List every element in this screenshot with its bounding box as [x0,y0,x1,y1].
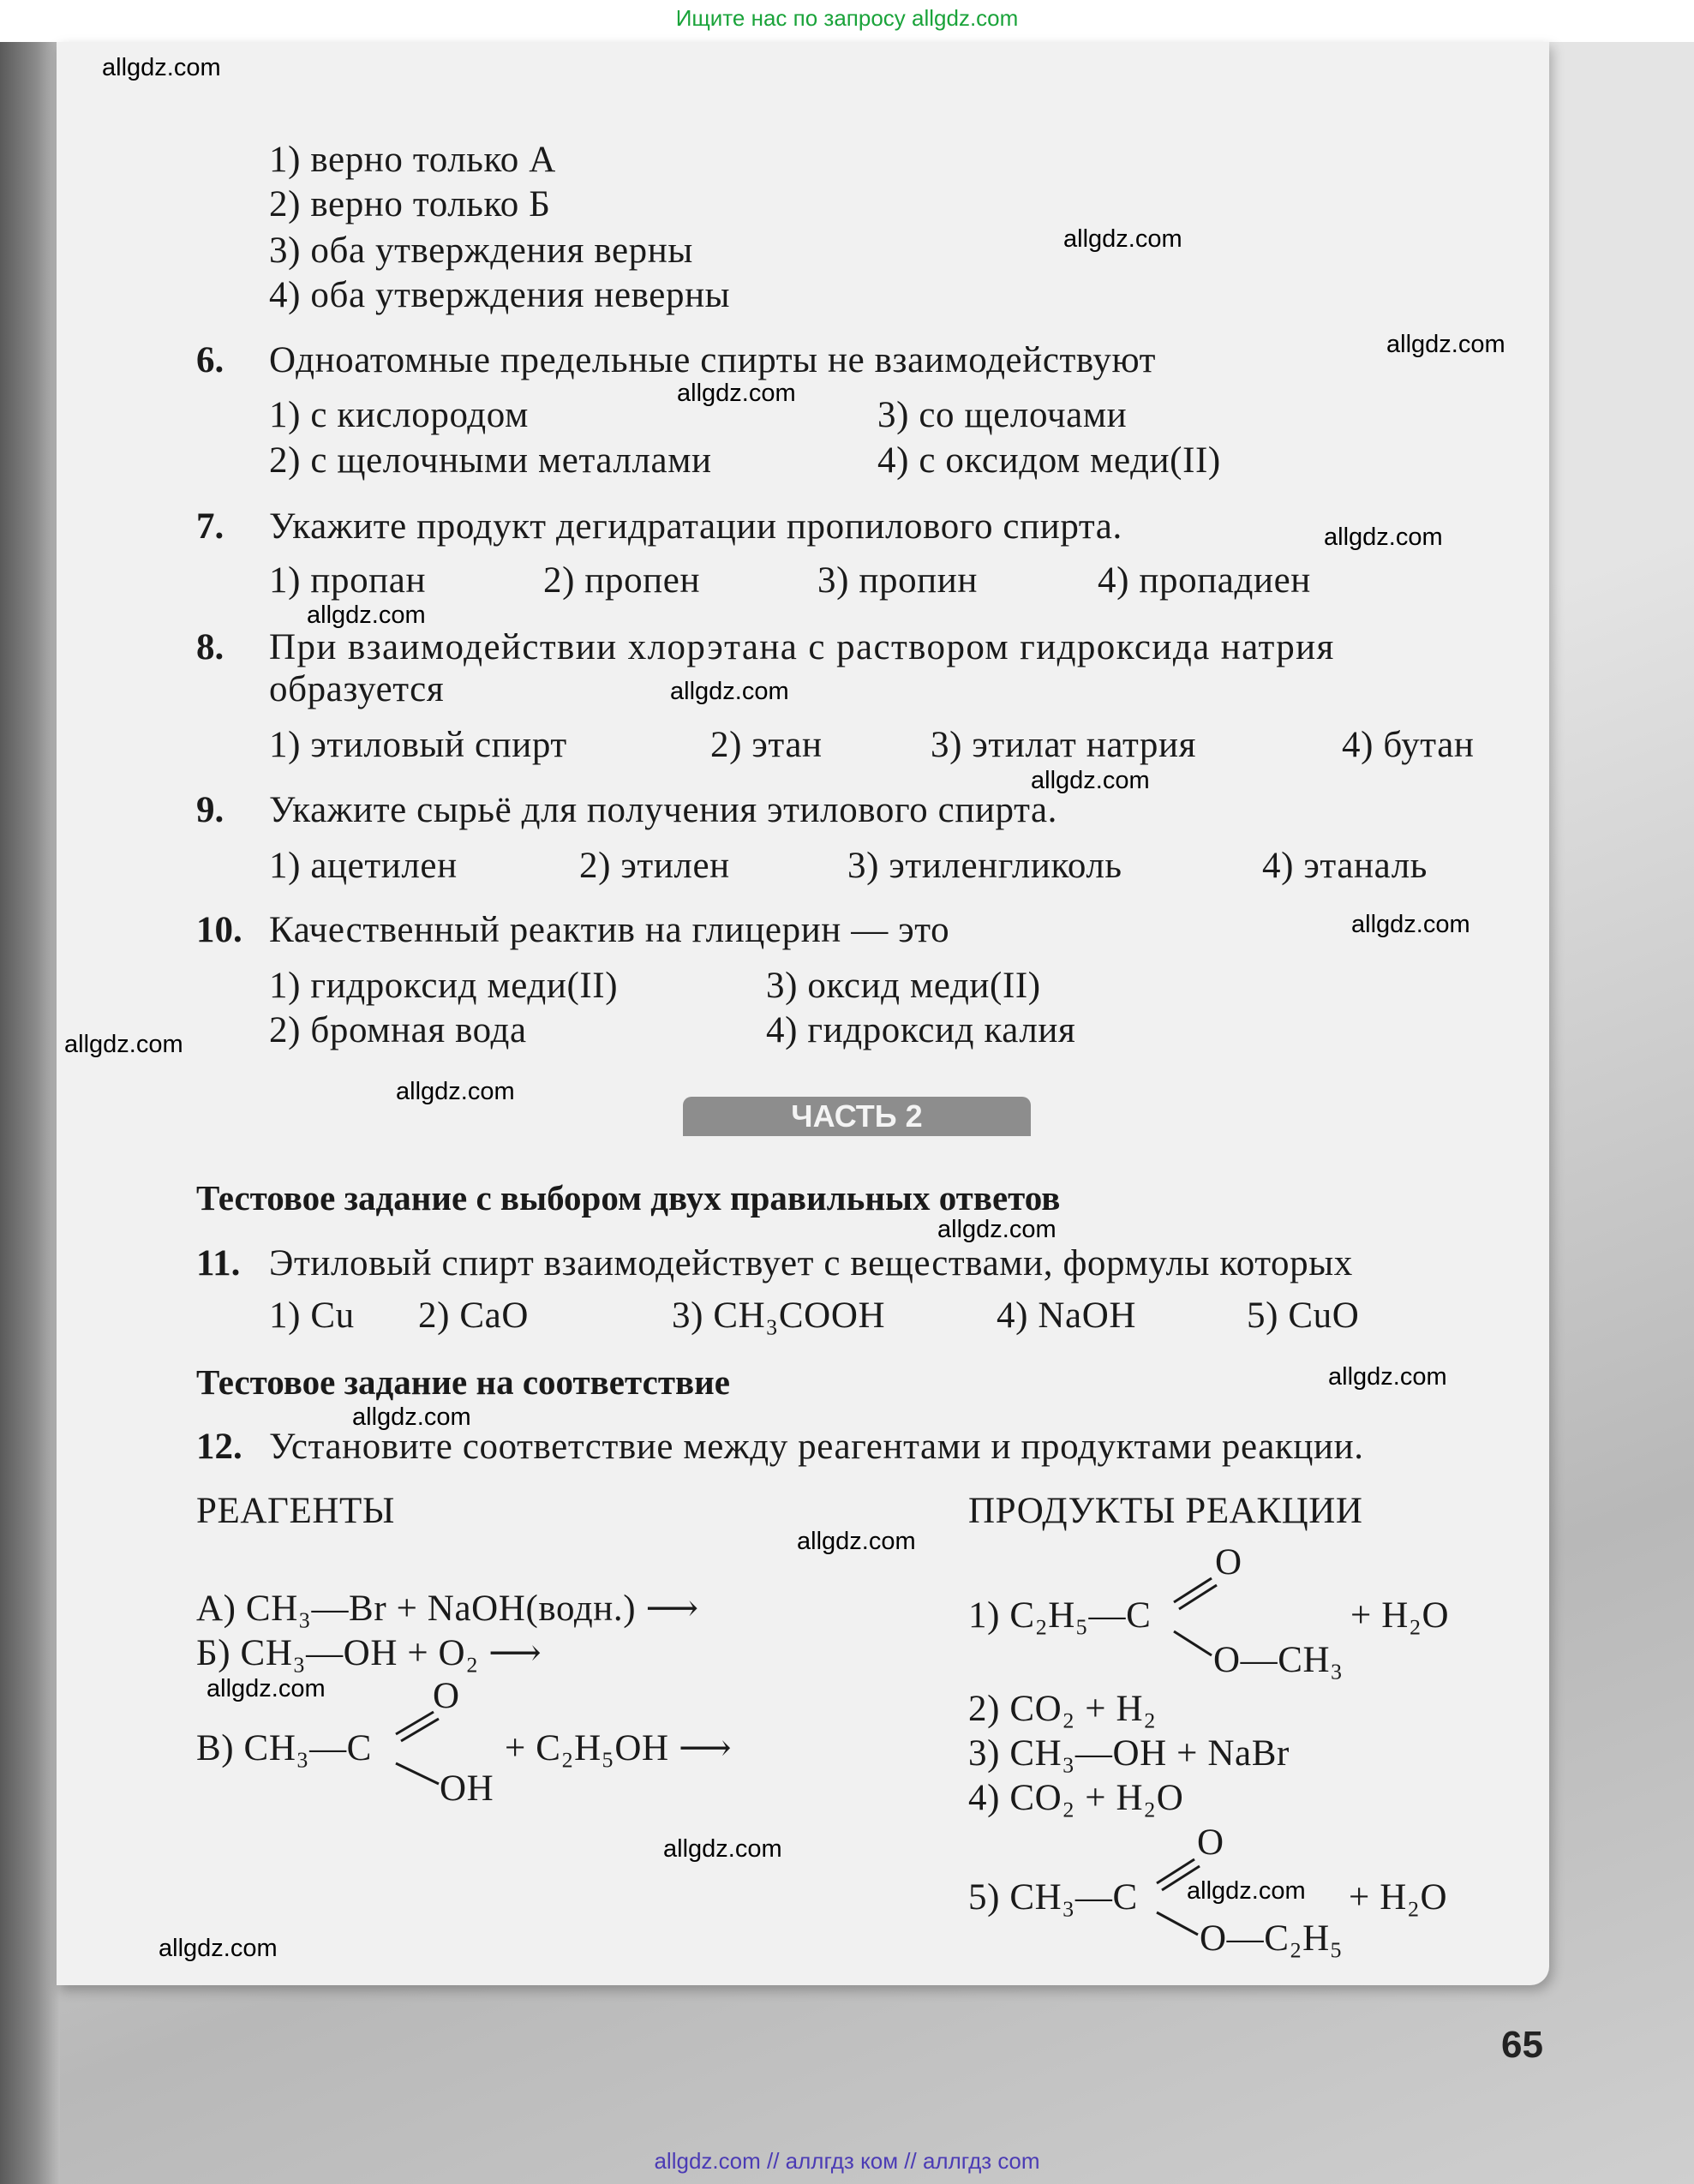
q5-option-2: 2) верно только Б [269,184,551,224]
watermark: allgdz.com [102,54,221,81]
product-1-single-bond [1174,1631,1212,1655]
reagent-a: А) CH₃—Br + NaOH(водн.) ⟶ [196,1589,699,1629]
q9-option-2: 2) этилен [579,846,730,886]
q9-number: 9. [196,790,224,830]
banner-text[interactable]: Ищите нас по запросу allgdz.com [675,5,1019,31]
q6-option-1: 1) с кислородом [269,395,529,435]
q6-text: Одноатомные предельные спирты не взаимодействуют [269,340,1157,380]
q10-option-2: 2) бромная вода [269,1010,527,1050]
q6-option-3: 3) со щелочами [877,395,1128,435]
q7-text: Укажите продукт дегидратации пропилового спирта. [269,506,1122,547]
product-3: 3) CH₃—OH + NaBr [968,1733,1290,1774]
q11-option-5: 5) CuO [1247,1295,1360,1336]
q10-text: Качественный реактив на глицерин — это [269,910,950,950]
watermark: allgdz.com [64,1031,183,1058]
watermark: allgdz.com [663,1835,782,1863]
q12-text: Установите соответствие между реагентами и продуктами реакции. [269,1427,1364,1467]
products-header: ПРОДУКТЫ РЕАКЦИИ [968,1491,1363,1531]
watermark: allgdz.com [307,601,426,629]
q8-number: 8. [196,627,224,667]
watermark: allgdz.com [1386,331,1505,358]
product-5-ester: O—C₂H₅ [1200,1918,1344,1959]
product-1-right: + H₂O [1350,1595,1450,1636]
reagent-c-right: + C₂H₅OH ⟶ [505,1728,733,1768]
q6-option-4: 4) с оксидом меди(II) [877,440,1221,481]
q7-number: 7. [196,506,224,547]
product-4: 4) CO₂ + H₂O [968,1778,1184,1818]
watermark: allgdz.com [1187,1877,1306,1905]
q9-option-3: 3) этиленгликоль [847,846,1122,886]
section-heading-matching: Тестовое задание на соответствие [196,1362,730,1402]
section-heading-two-answers: Тестовое задание с выбором двух правильных ответов [196,1178,1061,1218]
q7-option-2: 2) пропен [543,560,701,601]
q11-option-2: 2) CaO [418,1295,529,1336]
product-2: 2) CO₂ + H₂ [968,1689,1157,1729]
q7-option-1: 1) пропан [269,560,427,601]
product-1-oxygen: O [1215,1542,1242,1583]
reagent-c-double-bond-a [396,1712,434,1734]
q7-option-3: 3) пропин [817,560,979,601]
q11-number: 11. [196,1243,241,1283]
watermark: allgdz.com [1031,767,1150,794]
q10-option-1: 1) гидроксид меди(II) [269,966,619,1006]
q9-option-4: 4) этаналь [1262,846,1428,886]
watermark: allgdz.com [159,1935,278,1962]
q8-option-4: 4) бутан [1342,725,1475,765]
q8-text: При взаимодействии хлорэтана с раствором гидроксида натрия [269,627,1335,667]
watermark: allgdz.com [677,380,796,407]
reagent-c-double-bond-b [401,1719,439,1741]
watermark: allgdz.com [670,678,789,705]
watermark: allgdz.com [937,1216,1057,1243]
watermark: allgdz.com [797,1528,916,1555]
watermark: allgdz.com [1328,1363,1447,1391]
reagent-c-oxygen: O [433,1676,460,1716]
q11-option-4: 4) NaOH [997,1295,1137,1336]
q10-number: 10. [196,910,242,950]
product-5-single-bond [1157,1912,1198,1935]
watermark: allgdz.com [1063,225,1182,253]
q11-text: Этиловый спирт взаимодействует с веществами, формулы которых [269,1243,1353,1283]
page-number: 65 [1501,2024,1543,2066]
q9-option-1: 1) ацетилен [269,846,458,886]
product-1-left: 1) C₂H₅—C [968,1595,1152,1636]
q5-option-4: 4) оба утверждения неверны [269,275,731,315]
watermark: allgdz.com [396,1078,515,1105]
product-1-double-bond-b [1179,1585,1217,1609]
q11-option-1: 1) Cu [269,1295,355,1336]
reagent-c-hydroxyl: OH [440,1768,494,1809]
watermark: allgdz.com [1351,911,1470,938]
product-5-left: 5) CH₃—C [968,1877,1138,1918]
q7-option-4: 4) пропадиен [1098,560,1311,601]
q6-option-2: 2) с щелочными металлами [269,440,712,481]
q9-text: Укажите сырьё для получения этилового спирта. [269,790,1058,830]
reagent-c-single-bond [396,1763,439,1784]
q8-option-2: 2) этан [710,725,823,765]
q10-option-4: 4) гидроксид калия [766,1010,1076,1050]
product-5-oxygen: O [1197,1822,1224,1863]
q8-option-1: 1) этиловый спирт [269,725,567,765]
reagents-header: РЕАГЕНТЫ [196,1491,395,1531]
watermark: allgdz.com [352,1403,471,1431]
q5-option-3: 3) оба утверждения верны [269,230,693,271]
q10-option-3: 3) оксид меди(II) [766,966,1041,1006]
reagent-c-left: В) CH₃—C [196,1728,372,1768]
reagent-b: Б) CH₃—OH + O₂ ⟶ [196,1633,542,1673]
watermark: allgdz.com [207,1675,326,1702]
watermark: allgdz.com [1324,524,1443,551]
q12-number: 12. [196,1427,242,1467]
q11-option-3: 3) CH₃COOH [672,1295,886,1336]
product-5-right: + H₂O [1349,1877,1448,1918]
product-1-ester: O—CH₃ [1213,1640,1344,1680]
footer-links[interactable]: allgdz.com // аллгдз ком // аллгдз com [654,2148,1040,2174]
q8-text-cont: образуется [269,669,445,709]
part-2-banner: ЧАСТЬ 2 [683,1097,1031,1136]
q8-option-3: 3) этилат натрия [931,725,1196,765]
product-1-double-bond-a [1174,1578,1212,1602]
q5-option-1: 1) верно только А [269,140,556,180]
q6-number: 6. [196,340,224,380]
